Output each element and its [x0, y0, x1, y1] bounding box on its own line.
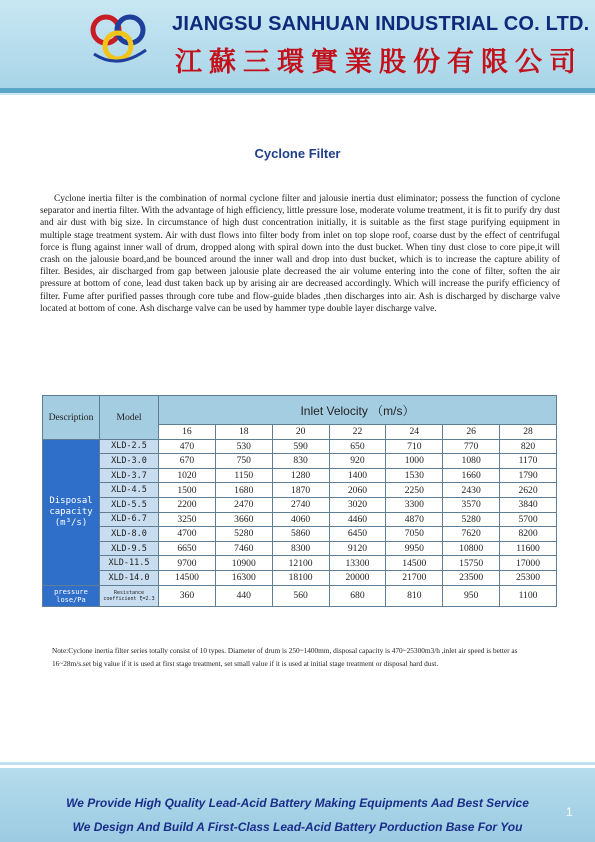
value-cell: 7050: [386, 527, 443, 542]
pressure-cell: 360: [159, 585, 216, 606]
value-cell: 670: [159, 454, 216, 469]
value-cell: 12100: [272, 556, 329, 571]
table-row: [43, 512, 557, 527]
value-cell: 1500: [159, 483, 216, 498]
value-cell: 650: [329, 439, 386, 454]
pressure-cell: 560: [272, 585, 329, 606]
velocity-cell: 24: [386, 425, 443, 440]
value-cell: 820: [500, 439, 557, 454]
page-number: 1: [566, 805, 573, 819]
value-cell: 750: [215, 454, 272, 469]
value-cell: 3840: [500, 497, 557, 512]
table-row: [43, 468, 557, 483]
table-row: [43, 454, 557, 469]
model-cell: XLD-2.5: [100, 439, 159, 454]
page-title: Cyclone Filter: [254, 146, 341, 161]
capacity-label: Disposal capacity (m³/s): [43, 439, 100, 585]
description-header: Description: [43, 396, 100, 440]
value-cell: 13300: [329, 556, 386, 571]
value-cell: 2200: [159, 497, 216, 512]
model-header: Model: [100, 396, 159, 440]
model-cell: XLD-8.0: [100, 527, 159, 542]
product-description: Cyclone inertia filter is the combination of normal cyclone filter and jalousie inertia dust eliminator; possess the function of cyclone separator and inertia filter. With the advantage of high efficiency, little pressure lose, moderate volume treatment, it is fit to purify dry dust and air dust with big size. In circumstance of high dust concentration initially, it is suitable as the first stage purifying equipment in multiple stage treatment system. Air with dust flows into filter body from inlet on top slope roof, coarse dust by the effect of centrifugal force is flung against inner wall of drum, dropped along with spiral down into the dust bucket. When tiny dust close to core pipe,it will crash on the jalousie board,and be bounced around the inner wall and drop into dust bucket, which is to increase the capture ability of filter. Besides, air discharged from gap between jalousie plate decreased the air volume entering into the cone of filter, soften the air pressure at bottom of cone, lead dust taken back up by arising air are decreased accordingly. Which will increase the purify efficiency of filter. Fume after purified passes through core tube and flow-guide blades ,then discharges into air. Ash is discharged by discharge valve located at bottom of cone. Ash discharge valve can be used by hammer type double layer discharge valve.: [40, 194, 560, 314]
table-row: [43, 527, 557, 542]
model-cell: XLD-11.5: [100, 556, 159, 571]
footer-slogan-1: We Provide High Quality Lead-Acid Battery Making Equipments Aad Best Service: [66, 796, 529, 810]
company-name-english: JIANGSU SANHUAN INDUSTRIAL CO. LTD.: [172, 13, 590, 35]
model-cell: XLD-4.5: [100, 483, 159, 498]
value-cell: 1660: [443, 468, 500, 483]
value-cell: 1000: [386, 454, 443, 469]
table-note: Note:Cyclone inertia filter series totally consist of 10 types. Diameter of drum is 250~1400mm, disposal capacity is 470~25300m3/h ,inlet air speed is better as 16~28m/s.set big value if it is used at first stage treatment, set small value if it is used at initial stage treatment or disposal hard dust.: [52, 646, 518, 668]
value-cell: 770: [443, 439, 500, 454]
table-row: [43, 556, 557, 571]
value-cell: 18100: [272, 570, 329, 585]
value-cell: 4870: [386, 512, 443, 527]
value-cell: 23500: [443, 570, 500, 585]
value-cell: 1080: [443, 454, 500, 469]
value-cell: 2620: [500, 483, 557, 498]
pressure-cell: 810: [386, 585, 443, 606]
value-cell: 1870: [272, 483, 329, 498]
value-cell: 710: [386, 439, 443, 454]
value-cell: 1790: [500, 468, 557, 483]
value-cell: 1150: [215, 468, 272, 483]
value-cell: 8300: [272, 541, 329, 556]
value-cell: 1680: [215, 483, 272, 498]
model-cell: XLD-5.5: [100, 497, 159, 512]
value-cell: 590: [272, 439, 329, 454]
value-cell: 3250: [159, 512, 216, 527]
table-row: [43, 497, 557, 512]
value-cell: 10900: [215, 556, 272, 571]
value-cell: 2430: [443, 483, 500, 498]
value-cell: 14500: [386, 556, 443, 571]
table-row: [43, 483, 557, 498]
pressure-cell: 440: [215, 585, 272, 606]
value-cell: 3570: [443, 497, 500, 512]
pressure-cell: 1100: [500, 585, 557, 606]
value-cell: 9950: [386, 541, 443, 556]
value-cell: 17000: [500, 556, 557, 571]
value-cell: 2250: [386, 483, 443, 498]
table-row: [43, 439, 557, 454]
value-cell: 5280: [443, 512, 500, 527]
value-cell: 8200: [500, 527, 557, 542]
velocity-cell: 20: [272, 425, 329, 440]
value-cell: 2470: [215, 497, 272, 512]
value-cell: 15750: [443, 556, 500, 571]
pressure-label: pressure lose/Pa: [43, 585, 100, 606]
velocity-cell: 26: [443, 425, 500, 440]
value-cell: 16300: [215, 570, 272, 585]
value-cell: 4060: [272, 512, 329, 527]
value-cell: 21700: [386, 570, 443, 585]
velocity-cell: 16: [159, 425, 216, 440]
pressure-row: [43, 585, 557, 606]
value-cell: 14500: [159, 570, 216, 585]
inlet-velocity-header: Inlet Velocity （m/s）: [159, 396, 557, 425]
pressure-cell: 950: [443, 585, 500, 606]
value-cell: 920: [329, 454, 386, 469]
value-cell: 2060: [329, 483, 386, 498]
value-cell: 5700: [500, 512, 557, 527]
value-cell: 1170: [500, 454, 557, 469]
model-cell: XLD-3.0: [100, 454, 159, 469]
table-row: [43, 541, 557, 556]
value-cell: 1530: [386, 468, 443, 483]
value-cell: 10800: [443, 541, 500, 556]
velocity-cell: 18: [215, 425, 272, 440]
table-row: [43, 570, 557, 585]
velocity-cell: 22: [329, 425, 386, 440]
value-cell: 9120: [329, 541, 386, 556]
value-cell: 830: [272, 454, 329, 469]
value-cell: 4700: [159, 527, 216, 542]
value-cell: 4460: [329, 512, 386, 527]
footer-divider: [0, 762, 595, 765]
company-name-chinese: 江蘇三環實業股份有限公司: [175, 47, 583, 78]
value-cell: 6450: [329, 527, 386, 542]
value-cell: 3300: [386, 497, 443, 512]
value-cell: 25300: [500, 570, 557, 585]
footer-slogan-2: We Design And Build A First-Class Lead-Acid Battery Porduction Base For You: [72, 820, 523, 834]
header-divider-light: [0, 93, 595, 95]
velocity-cell: 28: [500, 425, 557, 440]
pressure-cell: 680: [329, 585, 386, 606]
value-cell: 5280: [215, 527, 272, 542]
value-cell: 20000: [329, 570, 386, 585]
value-cell: 7460: [215, 541, 272, 556]
value-cell: 1280: [272, 468, 329, 483]
value-cell: 2740: [272, 497, 329, 512]
resistance-label: Resistance coefficient ξ=2.3: [100, 585, 159, 606]
value-cell: 5860: [272, 527, 329, 542]
value-cell: 7620: [443, 527, 500, 542]
value-cell: 6650: [159, 541, 216, 556]
model-cell: XLD-3.7: [100, 468, 159, 483]
model-cell: XLD-9.5: [100, 541, 159, 556]
value-cell: 470: [159, 439, 216, 454]
value-cell: 3660: [215, 512, 272, 527]
value-cell: 530: [215, 439, 272, 454]
model-cell: XLD-6.7: [100, 512, 159, 527]
three-rings-logo-icon: [84, 10, 160, 70]
value-cell: 9700: [159, 556, 216, 571]
value-cell: 1400: [329, 468, 386, 483]
value-cell: 1020: [159, 468, 216, 483]
value-cell: 3020: [329, 497, 386, 512]
value-cell: 11600: [500, 541, 557, 556]
spec-table: [42, 395, 557, 607]
model-cell: XLD-14.0: [100, 570, 159, 585]
